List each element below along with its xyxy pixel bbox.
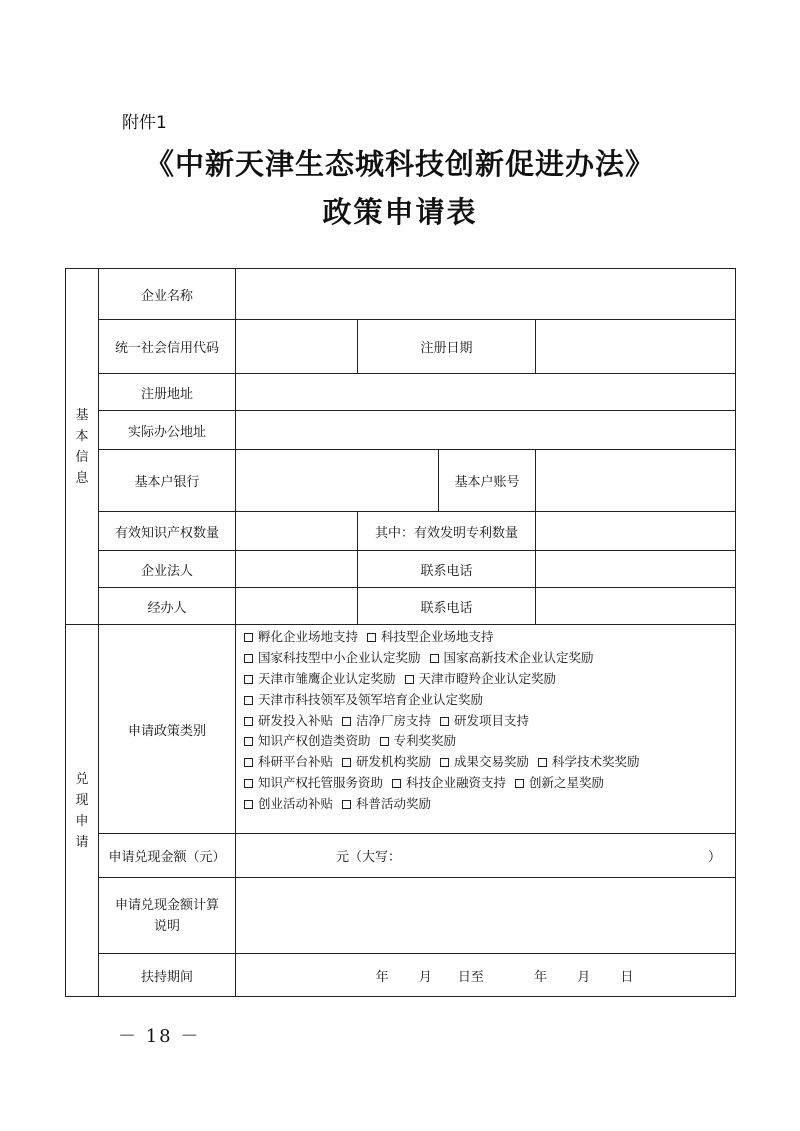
section-char: 信 — [75, 449, 89, 465]
period-year-start: 年 — [375, 969, 389, 985]
checkbox-icon[interactable] — [244, 779, 253, 788]
row-policy-category — [66, 625, 736, 834]
reg-address-label: 注册地址 — [99, 374, 236, 411]
policy-line — [244, 690, 735, 711]
policy-option[interactable] — [244, 648, 421, 669]
policy-option-label: 孵化企业场地支持 — [258, 629, 359, 644]
checkbox-icon[interactable] — [405, 675, 414, 684]
policy-option[interactable] — [244, 794, 333, 815]
section-basic-info — [66, 269, 99, 625]
policy-option-label: 创业活动补贴 — [258, 796, 334, 812]
checkbox-icon[interactable] — [392, 779, 401, 788]
policy-option-label: 研发投入补贴 — [258, 712, 334, 728]
policy-option[interactable] — [244, 711, 333, 732]
bank-field[interactable] — [236, 450, 439, 512]
invention-count-label: 其中：有效发明专利数量 — [358, 512, 536, 551]
section-char: 申 — [75, 813, 89, 829]
support-period-label: 扶持期间 — [99, 954, 236, 997]
checkbox-icon[interactable] — [440, 717, 449, 726]
company-name-field[interactable] — [236, 269, 736, 320]
office-address-field[interactable] — [236, 411, 736, 450]
policy-line — [244, 627, 735, 648]
policy-option[interactable] — [342, 794, 431, 815]
section-char: 基 — [75, 407, 89, 423]
section-char: 本 — [75, 428, 89, 444]
policy-option[interactable] — [380, 731, 457, 752]
period-day-to: 日至 — [457, 969, 484, 985]
row-office-address — [66, 411, 736, 450]
policy-line — [244, 648, 735, 669]
checkbox-icon[interactable] — [244, 633, 253, 642]
support-period-field[interactable] — [236, 954, 736, 997]
row-company-name — [66, 269, 736, 320]
policy-option-label: 科学技术奖奖励 — [552, 754, 640, 770]
row-reg-address — [66, 374, 736, 411]
policy-option[interactable] — [367, 627, 494, 648]
period-day-end: 日 — [620, 969, 634, 985]
row-calc-explanation — [66, 878, 736, 954]
policy-option-label: 天津市瞪羚企业认定奖励 — [418, 670, 557, 686]
amount-label: 申请兑现金额（元） — [99, 834, 236, 878]
policy-option-label: 科技企业融资支持 — [406, 775, 507, 791]
policy-option-label: 国家高新技术企业认定奖励 — [443, 649, 594, 665]
policy-option-label: 知识产权创造类资助 — [258, 733, 371, 749]
section-redeem-apply — [66, 625, 99, 997]
ip-count-label: 有效知识产权数量 — [99, 512, 236, 551]
company-name-label: 企业名称 — [99, 269, 236, 320]
legal-rep-phone-field[interactable] — [536, 551, 736, 588]
office-address-label: 实际办公地址 — [99, 411, 236, 450]
amount-unit-text: 元（大写： — [336, 850, 402, 865]
calc-explanation-field[interactable] — [236, 878, 736, 954]
policy-option[interactable] — [342, 711, 431, 732]
policy-line — [244, 711, 735, 732]
checkbox-icon[interactable] — [244, 696, 253, 705]
section-char: 请 — [75, 834, 89, 850]
application-form-table — [65, 268, 736, 997]
amount-close-paren: ） — [707, 850, 721, 865]
policy-option[interactable] — [440, 752, 529, 773]
handler-phone-field[interactable] — [536, 588, 736, 625]
policy-options — [236, 625, 736, 834]
calc-label-line: 申请兑现金额计算 — [114, 897, 219, 913]
period-month-end: 月 — [577, 969, 591, 985]
policy-option-label: 成果交易奖励 — [454, 754, 530, 770]
policy-option-label: 专利奖奖励 — [393, 733, 457, 749]
policy-option-label: 天津市科技领军及领军培育企业认定奖励 — [258, 691, 484, 707]
ip-count-field[interactable] — [236, 512, 358, 551]
row-ip-count — [66, 512, 736, 551]
policy-category-label: 申请政策类别 — [99, 625, 236, 834]
policy-option[interactable] — [430, 648, 594, 669]
policy-option-label: 知识产权托管服务资助 — [258, 775, 384, 791]
legal-rep-field[interactable] — [236, 551, 358, 588]
reg-date-field[interactable] — [536, 320, 736, 374]
amount-field[interactable] — [236, 834, 736, 878]
checkbox-icon[interactable] — [342, 758, 351, 767]
handler-field[interactable] — [236, 588, 358, 625]
legal-rep-label: 企业法人 — [99, 551, 236, 588]
policy-line — [244, 669, 735, 690]
credit-code-label: 统一社会信用代码 — [99, 320, 236, 374]
policy-line — [244, 731, 735, 752]
policy-option[interactable] — [244, 731, 371, 752]
contact-phone-label: 联系电话 — [358, 588, 536, 625]
checkbox-icon[interactable] — [342, 800, 351, 809]
policy-option[interactable] — [440, 711, 529, 732]
policy-option[interactable] — [244, 627, 358, 648]
contact-phone-label: 联系电话 — [358, 551, 536, 588]
checkbox-icon[interactable] — [244, 800, 253, 809]
policy-line — [244, 794, 735, 815]
section-char: 息 — [75, 470, 89, 486]
policy-option[interactable] — [342, 752, 431, 773]
account-field[interactable] — [536, 450, 736, 512]
checkbox-icon[interactable] — [538, 758, 547, 767]
policy-option[interactable] — [244, 773, 383, 794]
document-subtitle: 政策申请表 — [322, 195, 478, 229]
policy-option[interactable] — [405, 669, 557, 690]
section-char: 现 — [75, 792, 89, 808]
policy-option-label: 国家科技型中小企业认定奖励 — [258, 649, 421, 665]
policy-option[interactable] — [244, 669, 396, 690]
checkbox-icon[interactable] — [367, 633, 376, 642]
row-credit-code — [66, 320, 736, 374]
row-bank — [66, 450, 736, 512]
policy-option-label: 科技型企业场地支持 — [381, 629, 494, 644]
policy-option[interactable] — [538, 752, 640, 773]
checkbox-icon[interactable] — [244, 717, 253, 726]
credit-code-field[interactable] — [236, 320, 358, 374]
period-year-end: 年 — [534, 969, 548, 985]
policy-option-label: 研发项目支持 — [454, 712, 530, 728]
invention-count-field[interactable] — [536, 512, 736, 551]
policy-option[interactable] — [515, 773, 604, 794]
page-number: － 18 － — [118, 1026, 201, 1047]
policy-option[interactable] — [244, 752, 333, 773]
handler-label: 经办人 — [99, 588, 236, 625]
checkbox-icon[interactable] — [244, 654, 253, 663]
checkbox-icon[interactable] — [244, 737, 253, 746]
document-title: 《中新天津生态城科技创新促进办法》 — [144, 147, 655, 181]
calc-label-line: 说明 — [153, 918, 180, 934]
policy-option[interactable] — [244, 690, 483, 711]
checkbox-icon[interactable] — [342, 717, 351, 726]
row-handler — [66, 588, 736, 625]
checkbox-icon[interactable] — [440, 758, 449, 767]
bank-label: 基本户银行 — [99, 450, 236, 512]
policy-option-label: 科研平台补贴 — [258, 754, 334, 770]
policy-option-label: 研发机构奖励 — [356, 754, 432, 770]
policy-option[interactable] — [392, 773, 506, 794]
policy-line — [244, 752, 735, 773]
checkbox-icon[interactable] — [515, 779, 524, 788]
reg-date-label: 注册日期 — [358, 320, 536, 374]
checkbox-icon[interactable] — [430, 654, 439, 663]
policy-option-label: 天津市雏鹰企业认定奖励 — [258, 670, 396, 686]
policy-option-label: 创新之星奖励 — [529, 775, 605, 791]
checkbox-icon[interactable] — [380, 737, 389, 746]
row-amount — [66, 834, 736, 878]
section-char: 兑 — [75, 771, 89, 787]
row-support-period — [66, 954, 736, 997]
period-month-start: 月 — [418, 969, 432, 985]
attachment-label: 附件1 — [122, 113, 167, 133]
reg-address-field[interactable] — [236, 374, 736, 411]
checkbox-icon[interactable] — [244, 758, 253, 767]
account-label: 基本户账号 — [439, 450, 536, 512]
checkbox-icon[interactable] — [244, 675, 253, 684]
policy-option-label: 科普活动奖励 — [356, 796, 432, 812]
policy-line — [244, 773, 735, 794]
policy-option-label: 洁净厂房支持 — [356, 712, 432, 728]
calc-explanation-label — [99, 878, 236, 954]
policy-checkbox-list — [244, 627, 735, 815]
row-legal-rep — [66, 551, 736, 588]
